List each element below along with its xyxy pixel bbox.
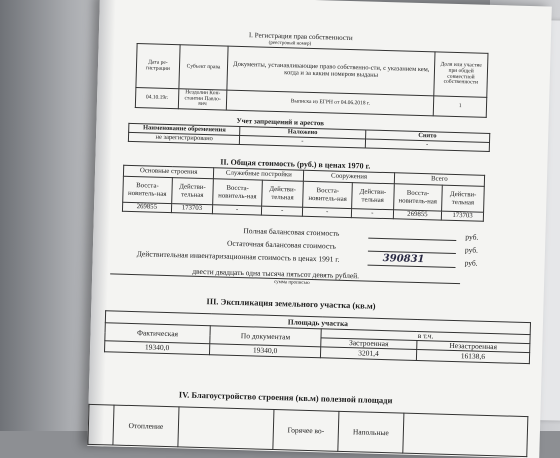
col-hot-water: Горячее во- — [273, 410, 339, 452]
cell-value: 173703 — [442, 211, 484, 221]
col-encumbrance: Наименование обременения — [129, 123, 241, 135]
full-balance-line — [368, 238, 456, 241]
currency-label: руб. — [464, 245, 479, 255]
residual-balance-label: Остаточная балансовая стоимость — [226, 238, 337, 251]
col-actual: Действи-тельная — [261, 180, 303, 207]
land-title: III. Экспликация земельного участка (кв.м) — [206, 296, 376, 311]
cell-value: - — [213, 205, 262, 215]
col-imposed: Наложено — [240, 126, 365, 138]
col-built-area: Застроенная — [321, 338, 417, 350]
cell-built-area: 3201,4 — [320, 347, 416, 361]
col-actual: Действи-тельная — [171, 178, 213, 205]
col-removed: Снято — [365, 130, 490, 142]
col-area: Площадь участка — [105, 311, 530, 335]
cost-title: II. Общая стоимость (руб.) в ценах 1970 г. — [220, 157, 371, 171]
col-floor-stoves: Напольные — [338, 411, 404, 453]
col-total: Всего — [394, 173, 485, 187]
document-page — [87, 0, 551, 458]
cell-value: 269855 — [393, 210, 442, 220]
col-subject: Субъект права — [179, 45, 229, 90]
bans-table — [128, 123, 490, 152]
value-in-words-caption: сумма прописью — [273, 279, 310, 286]
col-actual-area: Фактическая — [105, 323, 210, 344]
col-share: Доля или участие при общей совместной собственности — [434, 52, 488, 97]
cell-actual-area: 19340,0 — [105, 341, 210, 355]
cell-value: - — [261, 206, 303, 216]
cell-unbuilt-area: 16138,6 — [416, 349, 529, 363]
improvement-title: IV. Благоустройство строения (кв.м) полезной площади — [178, 389, 393, 406]
cell-reg-date: 04.10.19г. — [135, 88, 178, 109]
inventory-value-line — [368, 265, 456, 268]
bans-title: Учет запрещений и арестов — [236, 116, 325, 128]
col-restoration: Восста-новитель-ная — [213, 179, 262, 206]
cell-removed: - — [365, 139, 490, 151]
col-blank — [403, 413, 528, 456]
col-actual: Действи-тельная — [352, 183, 394, 210]
value-in-words: двести двадцать одна тысяча пятьсот девять рублей. — [192, 266, 360, 281]
col-restoration: Восста-новитель-ная — [123, 176, 172, 203]
land-table — [104, 310, 531, 364]
col-documents: Документы, устанавливающие право собственно-сти, с указанием кем, когда и за каким номером выданы — [227, 46, 435, 96]
currency-label: руб. — [465, 232, 479, 242]
cell-value: 173703 — [171, 204, 213, 214]
cost-table — [122, 165, 485, 222]
cell-encumbrance: не зарегистрировано — [128, 132, 240, 144]
col-heating: Отопление — [113, 405, 179, 447]
col-reg-date: Дата ре-гистрации — [136, 44, 180, 89]
col-docs-area: По документам — [210, 326, 321, 347]
cell-value: 269855 — [122, 202, 171, 212]
cell-value: - — [351, 209, 393, 219]
col-number — [88, 404, 114, 445]
col-service-buildings: Служебные постройки — [214, 168, 305, 182]
col-restoration: Восста-новитель-ная — [303, 181, 352, 208]
col-restoration: Восста-новитель-ная — [393, 184, 442, 211]
col-structures: Сооружения — [304, 170, 395, 184]
cell-share: 1 — [433, 96, 486, 117]
improvement-table — [87, 404, 528, 457]
col-blank — [178, 407, 274, 450]
cell-value: - — [303, 207, 352, 217]
registration-table — [135, 40, 489, 118]
cell-imposed: - — [240, 135, 365, 147]
col-unbuilt-area: Незастроенная — [417, 340, 530, 352]
registration-title: I. Регистрация прав собственности — [248, 31, 353, 43]
full-balance-label: Полная балансовая стоимость — [243, 226, 340, 238]
cell-documents: Выписка из ЕГРН от 04.06.2018 г. — [227, 90, 434, 116]
col-actual: Действи-тельная — [442, 185, 485, 212]
inventory-value-label: Действительная инвентаризационная стоимость в ценах 1991 г. — [136, 249, 340, 264]
col-main-buildings: Основные строения — [123, 165, 214, 179]
registration-subtitle: (реестровый номер) — [268, 40, 312, 47]
inventory-value: 390831 — [382, 252, 425, 266]
cell-docs-area: 19340,0 — [209, 344, 320, 358]
currency-label: руб. — [464, 258, 478, 268]
col-including: в т.ч. — [321, 329, 530, 344]
cell-subject: Нездолин Кон-стантин Павло-вич — [178, 89, 227, 110]
